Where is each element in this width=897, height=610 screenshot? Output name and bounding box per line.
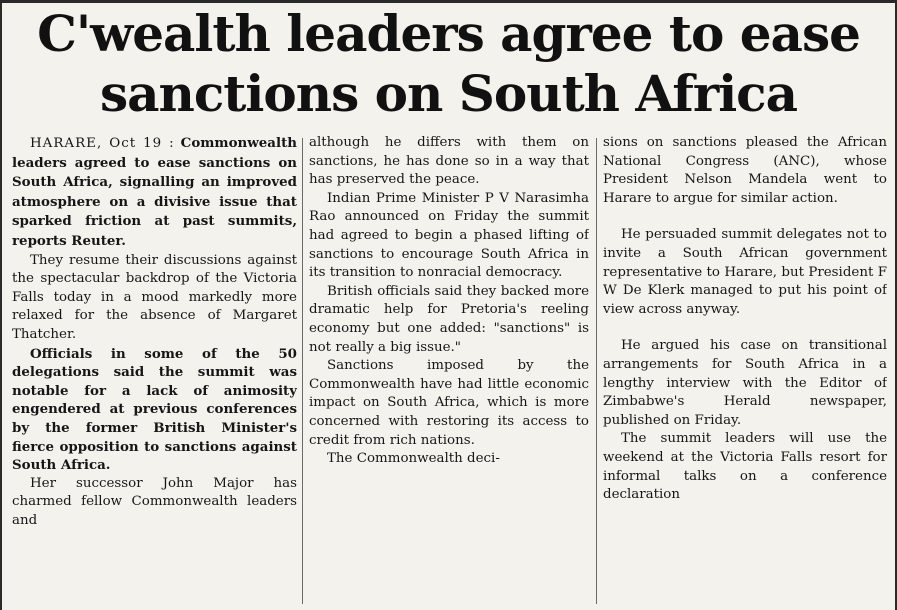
- column-3: [603, 134, 887, 608]
- paragraph: British officials said they backed more dramatic help for Pretoria's reeling economy but one added: "sanctions" is not really a big issue.": [309, 283, 589, 355]
- paragraph: Indian Prime Minister P V Narasimha Rao announced on Friday the summit had agreed to begin a phased lifting of sanctions to encourage South Africa in its transition to nonracial democracy.: [309, 190, 589, 281]
- paragraph: He persuaded summit delegates not to invite a South African government representative to Harare, but President F W De Klerk managed to put his point of view across anyway.: [603, 227, 887, 317]
- paragraph: although he differs with them on sanctions, he has done so in a way that has preserved the peace.: [309, 135, 589, 188]
- column-2: [309, 134, 589, 608]
- headline-line-1: C'wealth leaders agree to ease: [37, 4, 860, 63]
- paragraph: sions on sanctions pleased the African National Congress (ANC), whose President Nelson Mandela went to Harare to argue for similar action.: [603, 135, 887, 206]
- paragraph: The summit leaders will use the weekend at the Victoria Falls resort for informal talks on a conference declaration: [603, 431, 887, 503]
- paragraph: They resume their discussions against the spectacular backdrop of the Victoria Falls today in a mood markedly more relaxed for the absence of Margaret Thatcher.: [12, 252, 297, 342]
- headline: [2, 4, 895, 124]
- paragraph: Her successor John Major has charmed fellow Commonwealth leaders and: [12, 475, 297, 528]
- paragraph: Officials in some of the 50 delegations said the summit was notable for a lack of animosity engendered at previous conferences by the former British Minister's fierce opposition to sanctions against South Africa.: [12, 345, 297, 474]
- headline-line-2: sanctions on South Africa: [99, 64, 798, 123]
- article-body: [2, 134, 895, 608]
- lead-paragraph: [12, 134, 297, 252]
- paragraph: The Commonwealth deci-: [327, 451, 500, 467]
- column-1: [12, 134, 297, 608]
- column-divider: [302, 138, 303, 604]
- top-rule: [2, 0, 895, 3]
- column-divider: [596, 138, 597, 604]
- dateline: HARARE, Oct 19 :: [30, 136, 175, 151]
- lead-text: Commonwealth leaders agreed to ease sanctions on South Africa, signalling an improved atmosphere on a divisive issue that sparked friction at past summits, reports Reuter.: [12, 135, 297, 249]
- paragraph: Sanctions imposed by the Commonwealth have had little economic impact on South Africa, which is more concerned with restoring its access to credit from rich nations.: [309, 358, 589, 448]
- paragraph: He argued his case on transitional arrangements for South Africa in a lengthy interview with the Editor of Zimbabwe's Herald newspaper, published on Friday.: [603, 338, 887, 428]
